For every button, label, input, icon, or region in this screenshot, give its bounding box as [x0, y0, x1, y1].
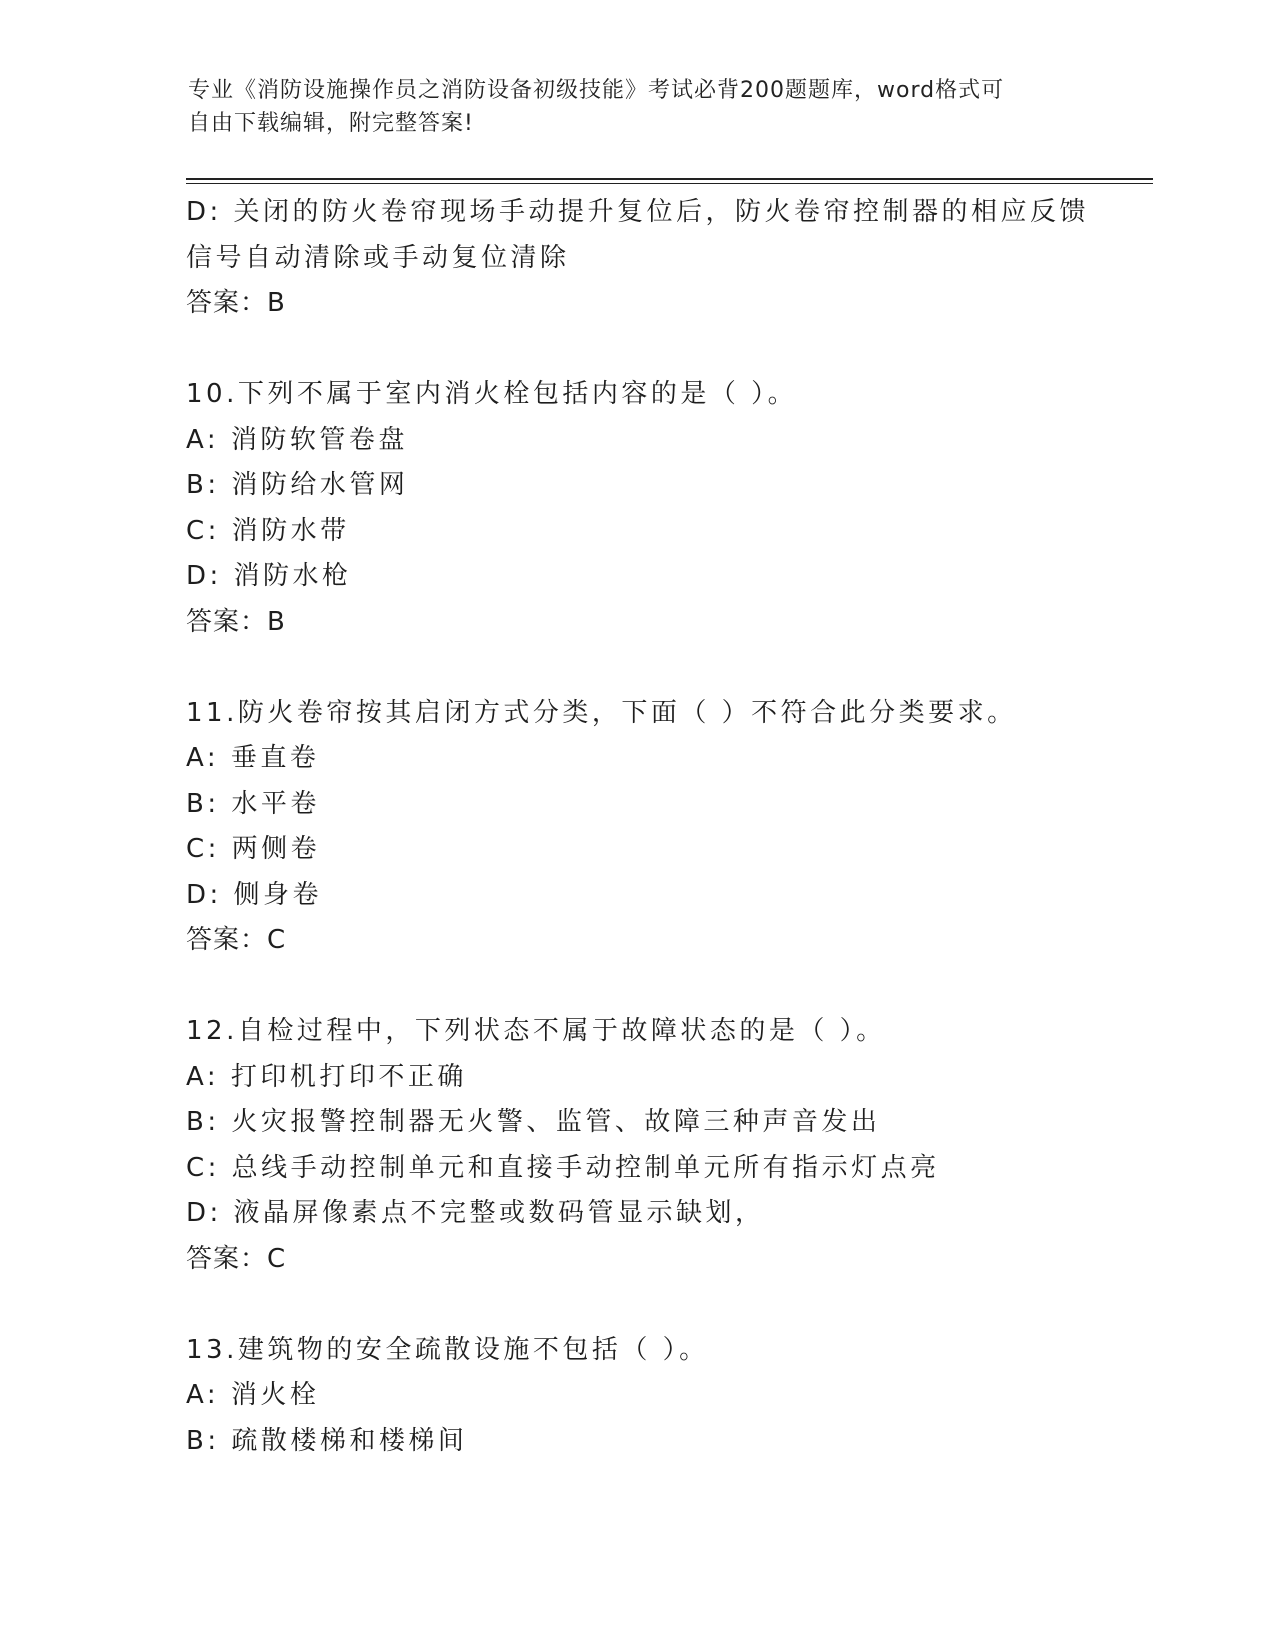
- answer-line: 答案：B: [186, 606, 286, 637]
- answer-line: 答案：C: [186, 925, 287, 955]
- header-line-1: 专业《消防设施操作员之消防设备初级技能》考试必背200题题库，word格式可: [188, 78, 1005, 103]
- question-stem: 10.下列不属于室内消火栓包括内容的是（ ）。: [186, 379, 798, 409]
- option-c: C: 两侧卷: [186, 834, 321, 864]
- option-b: B: 火灾报警控制器无火警、监管、故障三种声音发出: [186, 1107, 881, 1137]
- answer-line: 答案：B: [186, 288, 286, 318]
- question-stem: 12.自检过程中，下列状态不属于故障状态的是（ ）。: [186, 1016, 886, 1046]
- option-b: B: 消防给水管网: [186, 470, 409, 500]
- answer-line: 答案：C: [186, 1243, 287, 1274]
- option-b: B: 疏散楼梯和楼梯间: [186, 1425, 468, 1456]
- option-c: C: 总线手动控制单元和直接手动控制单元所有指示灯点亮: [186, 1152, 940, 1183]
- option-c: C: 消防水带: [186, 515, 350, 546]
- header-divider-thick: [186, 178, 1153, 180]
- option-a: A: 消火栓: [186, 1380, 320, 1410]
- option-a: A: 消防软管卷盘: [186, 424, 408, 455]
- question-10: [186, 372, 1086, 645]
- option-d: D: 侧身卷: [186, 879, 323, 910]
- header-divider-thin: [186, 183, 1153, 184]
- question-list: [186, 190, 1090, 1464]
- option-b: B: 水平卷: [186, 788, 320, 819]
- question-stem: 13.建筑物的安全疏散设施不包括（ ）。: [186, 1334, 709, 1365]
- option-d: D: 关闭的防火卷帘现场手动提升复位后，防火卷帘控制器的相应反馈: [186, 197, 1090, 227]
- question-11: [186, 691, 1086, 964]
- question-12: [186, 1009, 1086, 1282]
- document-header: [188, 74, 1088, 140]
- option-d: D: 消防水枪: [186, 561, 352, 591]
- option-a: A: 打印机打印不正确: [186, 1061, 467, 1092]
- option-a: A: 垂直卷: [186, 743, 320, 773]
- option-d-continued: 信号自动清除或手动复位清除: [186, 242, 570, 273]
- question-9-continued: [186, 190, 1090, 327]
- question-13: [186, 1328, 1086, 1465]
- header-line-2: 自由下载编辑，附完整答案!: [188, 111, 474, 136]
- question-stem: 11.防火卷帘按其启闭方式分类，下面（ ）不符合此分类要求。: [186, 697, 1017, 728]
- option-d: D: 液晶屏像素点不完整或数码管显示缺划，: [186, 1198, 765, 1228]
